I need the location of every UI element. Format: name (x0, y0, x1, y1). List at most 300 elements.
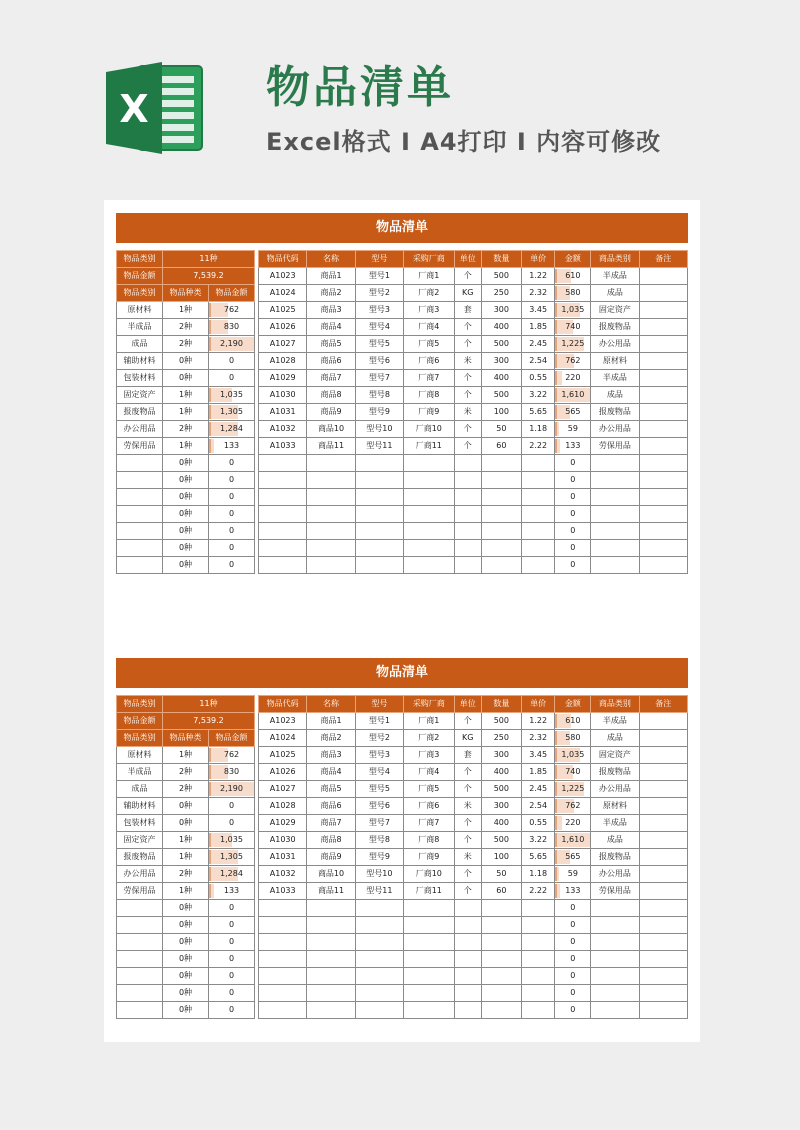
category-kinds[interactable]: 2种 (163, 781, 209, 798)
item-amount[interactable] (555, 968, 591, 985)
item-unit[interactable] (454, 489, 481, 506)
column-header[interactable]: 物品类别 (117, 730, 163, 747)
column-header[interactable]: 单价 (521, 696, 555, 713)
item-name[interactable]: 商品5 (307, 781, 355, 798)
item-model[interactable] (355, 540, 403, 557)
category-kinds[interactable]: 0种 (163, 934, 209, 951)
category-kinds[interactable]: 0种 (163, 489, 209, 506)
item-note[interactable] (639, 370, 687, 387)
category-name[interactable] (117, 540, 163, 557)
item-vendor[interactable] (404, 472, 454, 489)
item-qty[interactable]: 300 (481, 798, 521, 815)
item-category[interactable] (591, 557, 639, 574)
summary-amount-value[interactable]: 7,539.2 (163, 713, 255, 730)
category-amount[interactable] (209, 489, 255, 506)
category-amount[interactable] (209, 472, 255, 489)
category-amount[interactable] (209, 951, 255, 968)
item-note[interactable] (639, 523, 687, 540)
item-model[interactable]: 型号2 (355, 730, 403, 747)
category-kinds[interactable]: 0种 (163, 370, 209, 387)
item-vendor[interactable]: 厂商7 (404, 370, 454, 387)
item-note[interactable] (639, 506, 687, 523)
item-name[interactable]: 商品7 (307, 815, 355, 832)
category-amount[interactable] (209, 353, 255, 370)
column-header[interactable]: 金额 (555, 696, 591, 713)
item-category[interactable]: 劳保用品 (591, 438, 639, 455)
item-note[interactable] (639, 713, 687, 730)
item-code[interactable] (259, 506, 307, 523)
item-category[interactable]: 成品 (591, 387, 639, 404)
item-unit[interactable]: 套 (454, 747, 481, 764)
item-name[interactable]: 商品11 (307, 438, 355, 455)
item-note[interactable] (639, 883, 687, 900)
item-amount[interactable] (555, 781, 591, 798)
category-kinds[interactable]: 2种 (163, 421, 209, 438)
item-amount[interactable] (555, 421, 591, 438)
item-name[interactable] (307, 951, 355, 968)
item-category[interactable] (591, 985, 639, 1002)
item-amount[interactable] (555, 815, 591, 832)
item-vendor[interactable]: 厂商3 (404, 747, 454, 764)
item-category[interactable] (591, 951, 639, 968)
item-category[interactable]: 报废物品 (591, 849, 639, 866)
item-amount[interactable] (555, 353, 591, 370)
category-kinds[interactable]: 0种 (163, 968, 209, 985)
column-header[interactable]: 备注 (639, 696, 687, 713)
item-amount[interactable] (555, 455, 591, 472)
item-qty[interactable] (481, 455, 521, 472)
item-model[interactable] (355, 968, 403, 985)
item-model[interactable]: 型号7 (355, 815, 403, 832)
item-amount[interactable] (555, 523, 591, 540)
item-category[interactable]: 办公用品 (591, 421, 639, 438)
item-model[interactable]: 型号3 (355, 747, 403, 764)
category-amount[interactable] (209, 934, 255, 951)
item-amount[interactable] (555, 917, 591, 934)
item-code[interactable]: A1032 (259, 866, 307, 883)
item-model[interactable] (355, 934, 403, 951)
item-unit[interactable] (454, 900, 481, 917)
item-vendor[interactable]: 厂商10 (404, 421, 454, 438)
item-price[interactable] (521, 900, 555, 917)
category-amount[interactable] (209, 764, 255, 781)
item-unit[interactable] (454, 951, 481, 968)
item-code[interactable]: A1032 (259, 421, 307, 438)
item-name[interactable]: 商品1 (307, 713, 355, 730)
item-qty[interactable]: 400 (481, 370, 521, 387)
item-category[interactable] (591, 900, 639, 917)
item-name[interactable]: 商品6 (307, 798, 355, 815)
item-unit[interactable]: KG (454, 730, 481, 747)
item-vendor[interactable]: 厂商2 (404, 730, 454, 747)
item-note[interactable] (639, 798, 687, 815)
item-vendor[interactable]: 厂商1 (404, 713, 454, 730)
item-price[interactable]: 2.45 (521, 781, 555, 798)
item-name[interactable] (307, 506, 355, 523)
category-amount[interactable] (209, 336, 255, 353)
item-price[interactable]: 2.32 (521, 285, 555, 302)
column-header[interactable]: 物品代码 (259, 696, 307, 713)
item-vendor[interactable]: 厂商11 (404, 438, 454, 455)
item-category[interactable]: 报废物品 (591, 764, 639, 781)
item-category[interactable] (591, 917, 639, 934)
category-kinds[interactable]: 1种 (163, 832, 209, 849)
summary-type-value[interactable]: 11种 (163, 696, 255, 713)
item-price[interactable] (521, 985, 555, 1002)
category-amount[interactable] (209, 866, 255, 883)
item-model[interactable]: 型号1 (355, 713, 403, 730)
item-price[interactable] (521, 917, 555, 934)
item-amount[interactable] (555, 302, 591, 319)
item-vendor[interactable]: 厂商3 (404, 302, 454, 319)
item-unit[interactable]: 个 (454, 268, 481, 285)
item-vendor[interactable]: 厂商4 (404, 319, 454, 336)
item-price[interactable] (521, 934, 555, 951)
item-model[interactable]: 型号6 (355, 798, 403, 815)
item-note[interactable] (639, 489, 687, 506)
category-name[interactable]: 报废物品 (117, 849, 163, 866)
column-header[interactable]: 型号 (355, 251, 403, 268)
item-note[interactable] (639, 404, 687, 421)
item-vendor[interactable] (404, 489, 454, 506)
item-price[interactable] (521, 1002, 555, 1019)
item-qty[interactable] (481, 900, 521, 917)
item-model[interactable]: 型号10 (355, 866, 403, 883)
item-category[interactable] (591, 489, 639, 506)
item-unit[interactable] (454, 985, 481, 1002)
item-vendor[interactable] (404, 523, 454, 540)
item-model[interactable]: 型号4 (355, 319, 403, 336)
item-name[interactable]: 商品11 (307, 883, 355, 900)
item-category[interactable]: 办公用品 (591, 866, 639, 883)
category-name[interactable] (117, 934, 163, 951)
item-unit[interactable]: 米 (454, 798, 481, 815)
category-name[interactable]: 辅助材料 (117, 353, 163, 370)
item-name[interactable]: 商品8 (307, 387, 355, 404)
item-category[interactable]: 固定资产 (591, 747, 639, 764)
item-category[interactable] (591, 506, 639, 523)
item-amount[interactable] (555, 798, 591, 815)
item-amount[interactable] (555, 832, 591, 849)
item-unit[interactable]: 个 (454, 781, 481, 798)
category-amount[interactable] (209, 387, 255, 404)
item-name[interactable] (307, 917, 355, 934)
item-unit[interactable]: 个 (454, 815, 481, 832)
item-model[interactable]: 型号5 (355, 336, 403, 353)
column-header[interactable]: 名称 (307, 251, 355, 268)
item-note[interactable] (639, 849, 687, 866)
item-note[interactable] (639, 472, 687, 489)
item-price[interactable]: 1.22 (521, 713, 555, 730)
item-qty[interactable] (481, 557, 521, 574)
item-name[interactable]: 商品5 (307, 336, 355, 353)
item-vendor[interactable] (404, 917, 454, 934)
item-name[interactable]: 商品4 (307, 319, 355, 336)
item-code[interactable] (259, 472, 307, 489)
item-amount[interactable] (555, 370, 591, 387)
item-note[interactable] (639, 985, 687, 1002)
item-vendor[interactable] (404, 557, 454, 574)
item-amount[interactable] (555, 866, 591, 883)
category-name[interactable]: 成品 (117, 336, 163, 353)
item-price[interactable] (521, 455, 555, 472)
item-model[interactable]: 型号9 (355, 404, 403, 421)
item-amount[interactable] (555, 900, 591, 917)
category-kinds[interactable]: 1种 (163, 302, 209, 319)
category-amount[interactable] (209, 832, 255, 849)
item-price[interactable]: 1.85 (521, 764, 555, 781)
item-model[interactable]: 型号8 (355, 387, 403, 404)
item-category[interactable]: 办公用品 (591, 781, 639, 798)
item-unit[interactable] (454, 934, 481, 951)
category-kinds[interactable]: 0种 (163, 455, 209, 472)
category-name[interactable]: 劳保用品 (117, 438, 163, 455)
summary-type-label[interactable]: 物品类别 (117, 696, 163, 713)
item-vendor[interactable] (404, 934, 454, 951)
item-vendor[interactable] (404, 968, 454, 985)
item-model[interactable]: 型号11 (355, 883, 403, 900)
item-model[interactable] (355, 1002, 403, 1019)
item-price[interactable]: 1.85 (521, 319, 555, 336)
category-name[interactable] (117, 900, 163, 917)
column-header[interactable]: 单位 (454, 696, 481, 713)
item-unit[interactable]: 个 (454, 319, 481, 336)
item-category[interactable]: 半成品 (591, 370, 639, 387)
item-unit[interactable]: 个 (454, 370, 481, 387)
column-header[interactable]: 数量 (481, 251, 521, 268)
item-qty[interactable]: 400 (481, 764, 521, 781)
item-unit[interactable] (454, 968, 481, 985)
item-code[interactable]: A1028 (259, 353, 307, 370)
category-kinds[interactable]: 0种 (163, 917, 209, 934)
item-code[interactable]: A1033 (259, 883, 307, 900)
column-header[interactable]: 型号 (355, 696, 403, 713)
category-amount[interactable] (209, 917, 255, 934)
item-qty[interactable] (481, 985, 521, 1002)
category-kinds[interactable]: 0种 (163, 557, 209, 574)
item-category[interactable]: 半成品 (591, 815, 639, 832)
category-kinds[interactable]: 1种 (163, 849, 209, 866)
category-name[interactable] (117, 968, 163, 985)
item-qty[interactable]: 500 (481, 336, 521, 353)
category-amount[interactable] (209, 1002, 255, 1019)
item-amount[interactable] (555, 336, 591, 353)
item-code[interactable]: A1033 (259, 438, 307, 455)
item-qty[interactable]: 500 (481, 387, 521, 404)
item-note[interactable] (639, 764, 687, 781)
item-code[interactable]: A1029 (259, 815, 307, 832)
item-code[interactable] (259, 985, 307, 1002)
category-name[interactable]: 报废物品 (117, 404, 163, 421)
item-model[interactable] (355, 472, 403, 489)
item-code[interactable] (259, 489, 307, 506)
item-qty[interactable] (481, 917, 521, 934)
item-amount[interactable] (555, 506, 591, 523)
item-amount[interactable] (555, 985, 591, 1002)
column-header[interactable]: 采购厂商 (404, 251, 454, 268)
item-vendor[interactable]: 厂商8 (404, 832, 454, 849)
item-amount[interactable] (555, 285, 591, 302)
category-name[interactable]: 成品 (117, 781, 163, 798)
item-vendor[interactable]: 厂商5 (404, 781, 454, 798)
item-qty[interactable] (481, 934, 521, 951)
item-vendor[interactable]: 厂商4 (404, 764, 454, 781)
item-unit[interactable]: 个 (454, 336, 481, 353)
item-price[interactable]: 2.22 (521, 438, 555, 455)
item-vendor[interactable]: 厂商9 (404, 849, 454, 866)
item-unit[interactable] (454, 455, 481, 472)
item-qty[interactable]: 100 (481, 849, 521, 866)
item-qty[interactable]: 50 (481, 866, 521, 883)
item-amount[interactable] (555, 713, 591, 730)
category-amount[interactable] (209, 404, 255, 421)
category-amount[interactable] (209, 455, 255, 472)
column-header[interactable]: 物品种类 (163, 730, 209, 747)
item-name[interactable] (307, 523, 355, 540)
summary-type-label[interactable]: 物品类别 (117, 251, 163, 268)
item-unit[interactable]: 个 (454, 713, 481, 730)
item-price[interactable] (521, 506, 555, 523)
item-code[interactable]: A1024 (259, 285, 307, 302)
item-amount[interactable] (555, 268, 591, 285)
item-note[interactable] (639, 336, 687, 353)
column-header[interactable]: 物品金额 (209, 730, 255, 747)
category-kinds[interactable]: 0种 (163, 523, 209, 540)
item-qty[interactable] (481, 951, 521, 968)
item-unit[interactable]: 个 (454, 764, 481, 781)
item-note[interactable] (639, 730, 687, 747)
item-price[interactable]: 0.55 (521, 370, 555, 387)
item-model[interactable] (355, 506, 403, 523)
category-name[interactable]: 原材料 (117, 747, 163, 764)
column-header[interactable]: 数量 (481, 696, 521, 713)
column-header[interactable]: 物品代码 (259, 251, 307, 268)
item-amount[interactable] (555, 764, 591, 781)
item-unit[interactable]: KG (454, 285, 481, 302)
category-name[interactable] (117, 472, 163, 489)
item-qty[interactable]: 300 (481, 353, 521, 370)
item-code[interactable] (259, 540, 307, 557)
item-amount[interactable] (555, 934, 591, 951)
column-header[interactable]: 金额 (555, 251, 591, 268)
category-name[interactable] (117, 951, 163, 968)
item-unit[interactable]: 个 (454, 883, 481, 900)
item-note[interactable] (639, 866, 687, 883)
category-amount[interactable] (209, 985, 255, 1002)
item-price[interactable]: 3.45 (521, 302, 555, 319)
item-vendor[interactable]: 厂商7 (404, 815, 454, 832)
item-amount[interactable] (555, 849, 591, 866)
item-qty[interactable] (481, 506, 521, 523)
item-note[interactable] (639, 438, 687, 455)
item-qty[interactable] (481, 968, 521, 985)
item-note[interactable] (639, 268, 687, 285)
item-amount[interactable] (555, 319, 591, 336)
item-amount[interactable] (555, 540, 591, 557)
item-unit[interactable]: 个 (454, 438, 481, 455)
category-amount[interactable] (209, 815, 255, 832)
item-model[interactable] (355, 557, 403, 574)
category-amount[interactable] (209, 302, 255, 319)
item-qty[interactable]: 500 (481, 268, 521, 285)
category-kinds[interactable]: 0种 (163, 815, 209, 832)
item-code[interactable]: A1023 (259, 268, 307, 285)
category-name[interactable]: 办公用品 (117, 866, 163, 883)
category-kinds[interactable]: 1种 (163, 747, 209, 764)
item-code[interactable] (259, 934, 307, 951)
column-header[interactable]: 采购厂商 (404, 696, 454, 713)
item-category[interactable] (591, 523, 639, 540)
item-qty[interactable] (481, 1002, 521, 1019)
item-price[interactable]: 1.18 (521, 421, 555, 438)
item-price[interactable]: 3.22 (521, 832, 555, 849)
category-name[interactable] (117, 523, 163, 540)
item-vendor[interactable]: 厂商10 (404, 866, 454, 883)
column-header[interactable]: 单位 (454, 251, 481, 268)
category-kinds[interactable]: 1种 (163, 438, 209, 455)
summary-amount-value[interactable]: 7,539.2 (163, 268, 255, 285)
item-code[interactable] (259, 900, 307, 917)
item-code[interactable]: A1025 (259, 747, 307, 764)
category-name[interactable]: 半成品 (117, 319, 163, 336)
item-amount[interactable] (555, 404, 591, 421)
item-qty[interactable]: 60 (481, 438, 521, 455)
item-name[interactable] (307, 489, 355, 506)
item-vendor[interactable]: 厂商5 (404, 336, 454, 353)
item-unit[interactable] (454, 472, 481, 489)
item-category[interactable]: 成品 (591, 285, 639, 302)
item-qty[interactable]: 50 (481, 421, 521, 438)
category-amount[interactable] (209, 849, 255, 866)
category-kinds[interactable]: 0种 (163, 353, 209, 370)
item-vendor[interactable]: 厂商11 (404, 883, 454, 900)
category-name[interactable]: 半成品 (117, 764, 163, 781)
item-qty[interactable]: 500 (481, 832, 521, 849)
category-amount[interactable] (209, 781, 255, 798)
item-price[interactable]: 1.18 (521, 866, 555, 883)
item-code[interactable] (259, 917, 307, 934)
item-qty[interactable] (481, 523, 521, 540)
item-vendor[interactable]: 厂商8 (404, 387, 454, 404)
item-code[interactable]: A1028 (259, 798, 307, 815)
category-amount[interactable] (209, 747, 255, 764)
item-price[interactable]: 2.54 (521, 798, 555, 815)
item-code[interactable] (259, 523, 307, 540)
item-name[interactable]: 商品9 (307, 849, 355, 866)
column-header[interactable]: 单价 (521, 251, 555, 268)
item-vendor[interactable]: 厂商1 (404, 268, 454, 285)
category-name[interactable]: 原材料 (117, 302, 163, 319)
item-code[interactable]: A1024 (259, 730, 307, 747)
item-category[interactable] (591, 540, 639, 557)
item-unit[interactable] (454, 506, 481, 523)
item-model[interactable]: 型号1 (355, 268, 403, 285)
item-code[interactable]: A1029 (259, 370, 307, 387)
item-note[interactable] (639, 832, 687, 849)
item-model[interactable] (355, 900, 403, 917)
item-amount[interactable] (555, 438, 591, 455)
item-amount[interactable] (555, 951, 591, 968)
item-category[interactable]: 原材料 (591, 798, 639, 815)
item-qty[interactable]: 100 (481, 404, 521, 421)
item-model[interactable] (355, 951, 403, 968)
item-vendor[interactable]: 厂商9 (404, 404, 454, 421)
item-name[interactable] (307, 900, 355, 917)
item-note[interactable] (639, 1002, 687, 1019)
item-model[interactable] (355, 489, 403, 506)
item-name[interactable]: 商品6 (307, 353, 355, 370)
item-amount[interactable] (555, 1002, 591, 1019)
